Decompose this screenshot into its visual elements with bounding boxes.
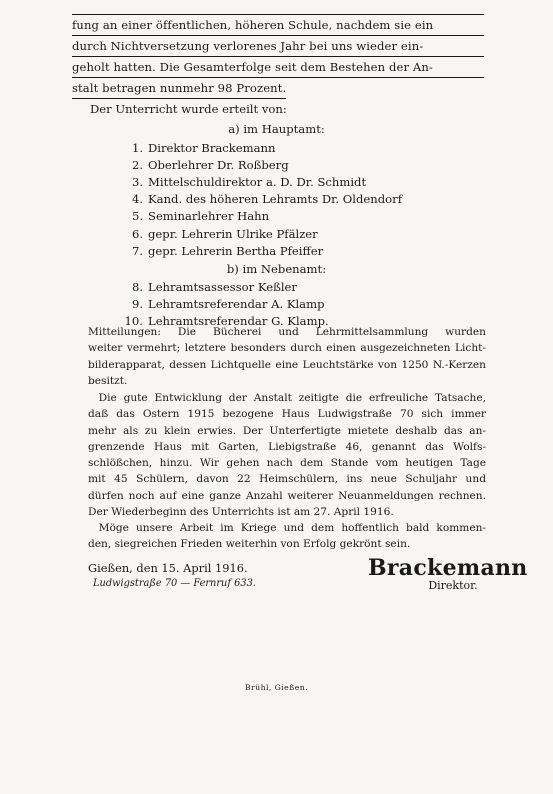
- text-line: mit 45 Schülern, davon 22 Heimschülern, ins neue Schuljahr und: [88, 473, 486, 486]
- text-line: den, siegreichen Frieden weiterhin von Erfolg gekrönt sein.: [88, 538, 411, 551]
- list-item: [0, 244, 553, 260]
- signature-block: [368, 555, 528, 592]
- signature-name: Brackemann: [368, 555, 528, 581]
- text-line: Der Wiederbeginn des Unterrichts ist am 27. April 1916.: [88, 506, 394, 519]
- staff-name: Kand. des höheren Lehramts Dr. Oldendorf: [148, 192, 402, 206]
- staff-name: Lehramtsreferendar G. Klamp.: [148, 314, 329, 328]
- list-item: [0, 141, 553, 157]
- staff-name: Seminarlehrer Hahn: [148, 209, 270, 223]
- text-line: grenzende Haus mit Garten, Liebigstraße 46, genannt das Wolfs-: [88, 440, 486, 453]
- text-line: Möge unsere Arbeit im Kriege und dem hoffentlich bald kommen-: [98, 522, 486, 534]
- list-item: [0, 297, 553, 313]
- staff-name: gepr. Lehrerin Ulrike Pfälzer: [148, 227, 318, 241]
- place-date: Gießen, den 15. April 1916.: [88, 561, 248, 575]
- list-item: [0, 209, 553, 225]
- staff-name: Lehramtsassessor Keßler: [148, 280, 297, 294]
- staff-name: gepr. Lehrerin Bertha Pfeiffer: [148, 244, 324, 258]
- text-line: weiter vermehrt; letztere besonders durch einen ausgezeichneten Licht-: [88, 342, 486, 355]
- signature-title: Direktor.: [428, 579, 478, 592]
- text-line: fung an einer öffentlichen, höheren Schule, nachdem sie ein: [72, 15, 484, 36]
- item-number: 9.: [131, 297, 143, 311]
- staff-name: Oberlehrer Dr. Roßberg: [148, 158, 289, 172]
- item-number: 7.: [131, 244, 143, 258]
- item-number: 8.: [131, 280, 143, 294]
- item-number: 1.: [131, 141, 143, 155]
- item-number: 5.: [131, 209, 143, 223]
- printer-imprint: Brühl, Gießen.: [244, 683, 309, 692]
- text-line: besitzt.: [88, 374, 128, 387]
- list-item: [0, 227, 553, 243]
- staff-name: Direktor Brackemann: [148, 141, 276, 155]
- side-staff-heading: b) im Nebenamt:: [226, 262, 327, 276]
- closing-paragraph: [88, 520, 486, 553]
- text-line: bilderapparat, dessen Lichtquelle eine Leuchtstärke von 1250 N.-Kerzen: [88, 358, 486, 371]
- text-line: daß das Ostern 1915 bezogene Haus Ludwigstraße 70 sich immer: [88, 408, 486, 421]
- item-number: 10.: [124, 314, 143, 328]
- item-number: 6.: [131, 227, 143, 241]
- text-line: stalt betragen nunmehr 98 Prozent.: [72, 78, 286, 99]
- address-line: Ludwigstraße 70 — Fernruf 633.: [93, 578, 256, 589]
- item-number: 4.: [131, 192, 143, 206]
- text-line: Die gute Entwicklung der Anstalt zeitigte die erfreuliche Tatsache,: [98, 392, 486, 404]
- item-number: 2.: [131, 158, 143, 172]
- list-item: [0, 175, 553, 191]
- staff-name: Mittelschuldirektor a. D. Dr. Schmidt: [148, 175, 367, 189]
- main-staff-heading: a) im Hauptamt:: [228, 122, 325, 136]
- list-item: [0, 158, 553, 174]
- text-line: schlößchen, hinzu. Wir gehen nach dem Stande vom heutigen Tage: [88, 457, 486, 470]
- entwicklung-paragraph: [88, 390, 486, 520]
- text-line: mehr als zu klein erwies. Der Unterfertigte mietete deshalb das an-: [88, 424, 486, 437]
- mitteilungen-paragraph: [88, 324, 486, 389]
- list-item: [0, 280, 553, 296]
- text-line: durch Nichtversetzung verlorenes Jahr bei uns wieder ein-: [72, 36, 484, 57]
- text-line: geholt hatten. Die Gesamterfolge seit dem Bestehen der An-: [72, 57, 484, 78]
- item-number: 3.: [131, 175, 143, 189]
- text-line: dürfen noch auf eine ganze Anzahl weiterer Neuanmeldungen rechnen.: [88, 489, 486, 502]
- staff-name: Lehramtsreferendar A. Klamp: [148, 297, 325, 311]
- text-line: Mitteilungen: Die Bücherei und Lehrmittelsammlung wurden: [88, 326, 486, 338]
- list-item: [0, 192, 553, 208]
- boxed-paragraph: [72, 14, 484, 105]
- staff-intro: Der Unterricht wurde erteilt von:: [90, 102, 287, 116]
